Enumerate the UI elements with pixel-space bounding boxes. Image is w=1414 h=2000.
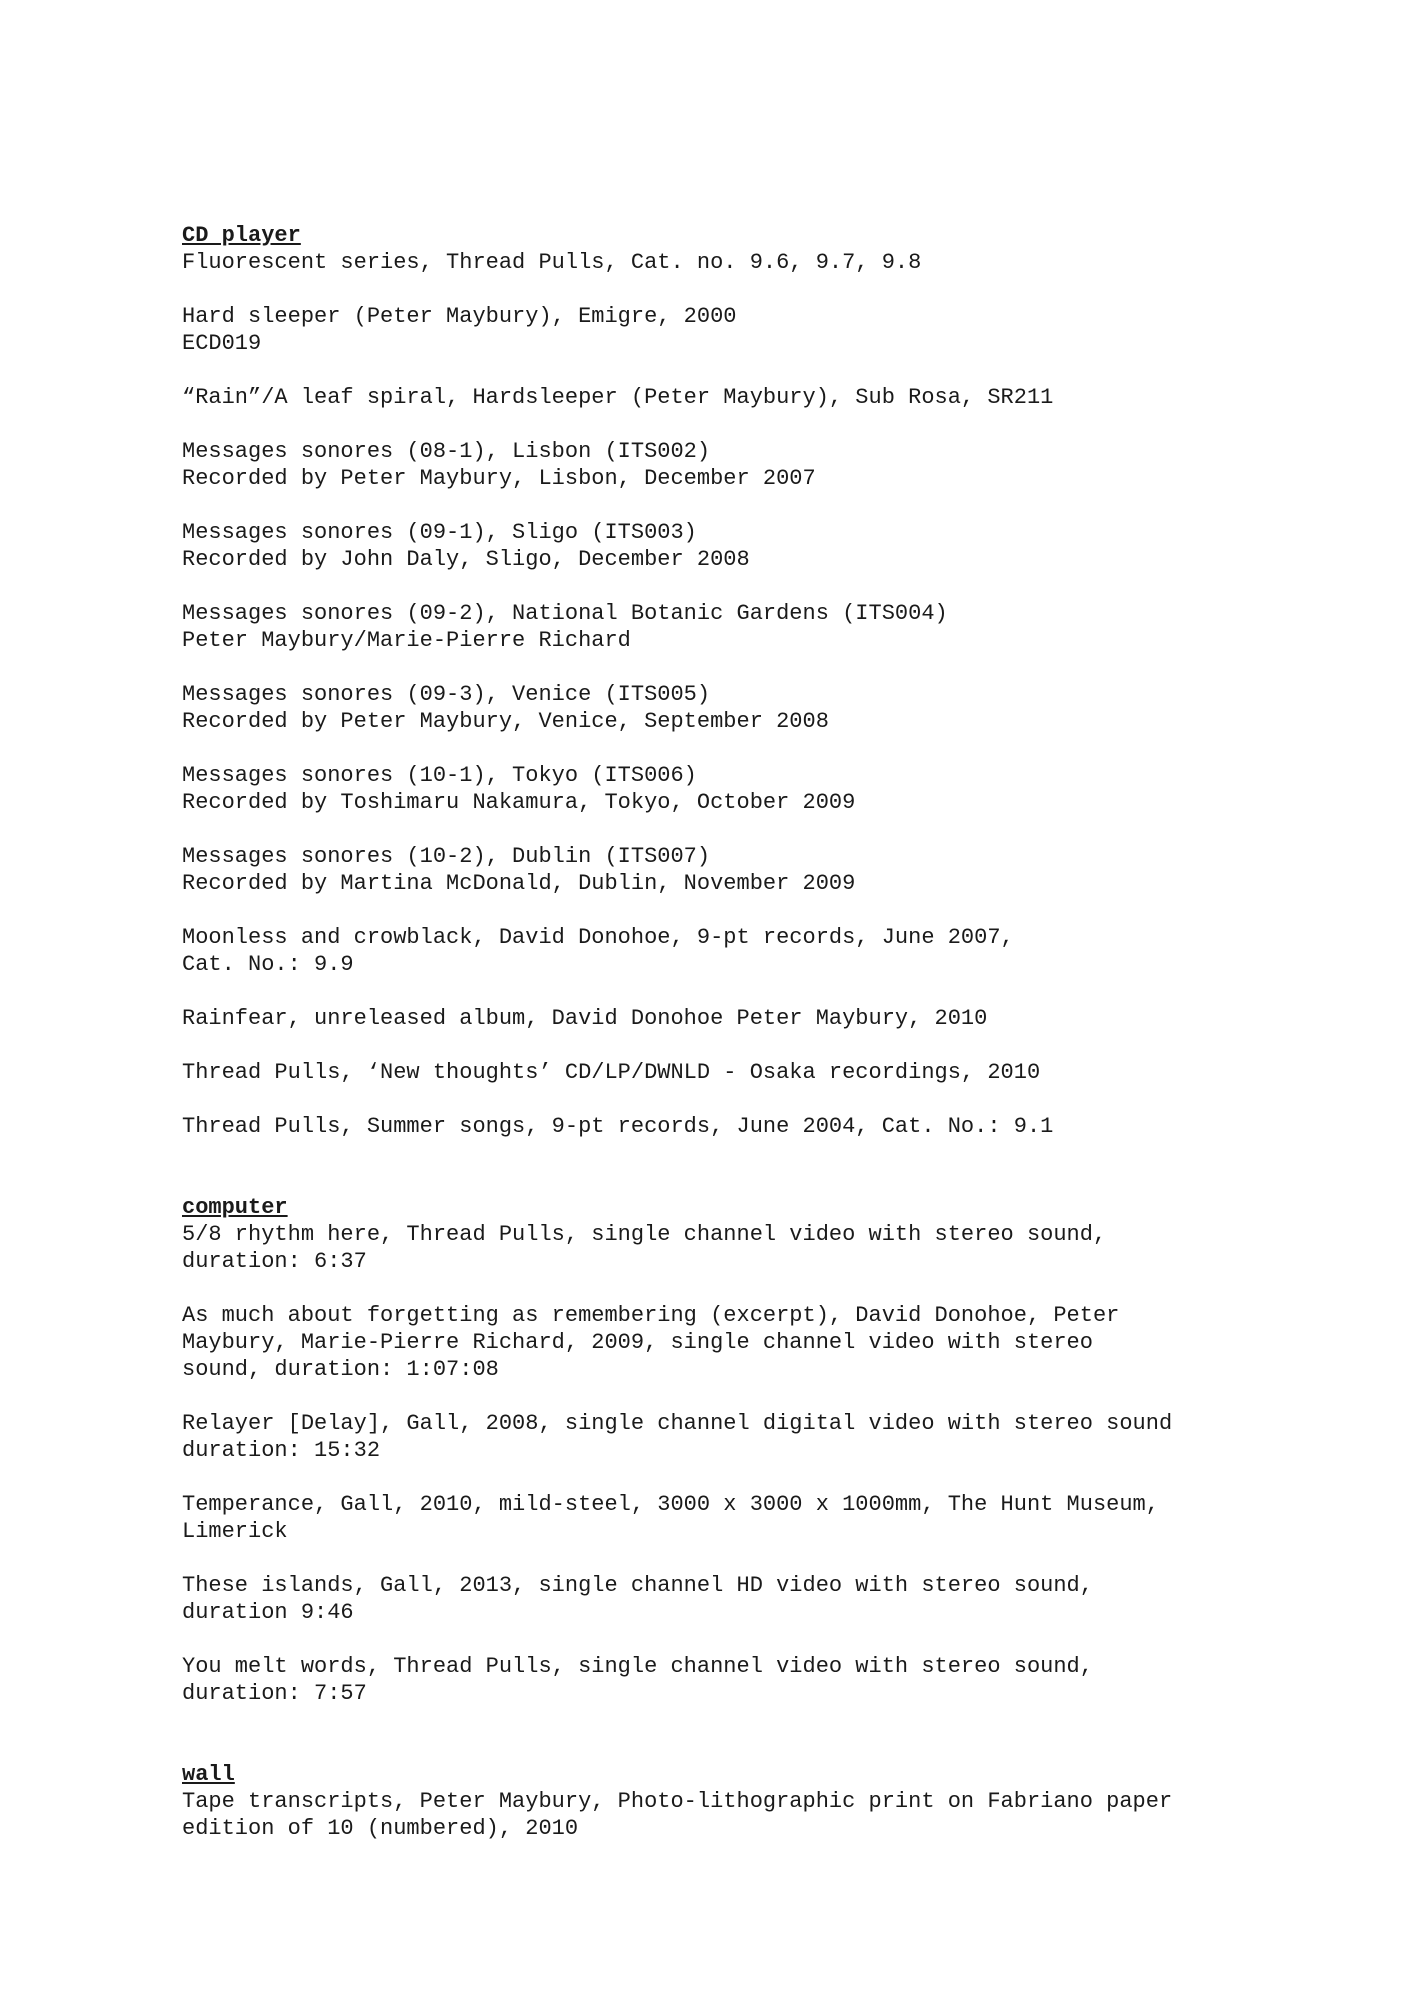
entry-line: Thread Pulls, Summer songs, 9-pt records, June 2004, Cat. No.: 9.1 [182,1114,1054,1139]
catalogue-entry [182,1059,1302,1086]
catalogue-entry [182,249,1302,276]
entry-line: These islands, Gall, 2013, single channel HD video with stereo sound, [182,1573,1093,1598]
entry-line: Messages sonores (09-2), National Botanic Gardens (ITS004) [182,601,948,626]
entry-line: Recorded by Peter Maybury, Venice, September 2008 [182,709,829,734]
catalogue-entry [182,384,1302,411]
catalogue-entry [182,1788,1302,1842]
entry-line: Cat. No.: 9.9 [182,952,354,977]
entry-line: Messages sonores (10-2), Dublin (ITS007) [182,844,711,869]
entry-line: ECD019 [182,331,262,356]
entry-line: duration: 15:32 [182,1438,381,1463]
catalogue-entry [182,1491,1302,1545]
entry-line: duration: 7:57 [182,1681,367,1706]
section-wall [182,1761,1302,1842]
catalogue-entry [182,762,1302,816]
entry-line: Recorded by Toshimaru Nakamura, Tokyo, October 2009 [182,790,856,815]
catalogue-entry [182,681,1302,735]
entry-line: Messages sonores (08-1), Lisbon (ITS002) [182,439,711,464]
entry-line: Recorded by Martina McDonald, Dublin, November 2009 [182,871,856,896]
catalogue-entry [182,1302,1302,1383]
entry-line: Messages sonores (10-1), Tokyo (ITS006) [182,763,697,788]
entry-line: You melt words, Thread Pulls, single channel video with stereo sound, [182,1654,1093,1679]
entry-line: duration 9:46 [182,1600,354,1625]
entry-line: Messages sonores (09-3), Venice (ITS005) [182,682,711,707]
entry-line: Tape transcripts, Peter Maybury, Photo-lithographic print on Fabriano paper [182,1789,1173,1814]
catalogue-entry [182,303,1302,357]
entry-line: edition of 10 (numbered), 2010 [182,1816,579,1841]
entry-line: Recorded by Peter Maybury, Lisbon, December 2007 [182,466,816,491]
catalogue-entry [182,1572,1302,1626]
entry-line: 5/8 rhythm here, Thread Pulls, single channel video with stereo sound, [182,1222,1107,1247]
catalogue-entry [182,1221,1302,1275]
entry-line: Hard sleeper (Peter Maybury), Emigre, 2000 [182,304,737,329]
entry-line: Messages sonores (09-1), Sligo (ITS003) [182,520,697,545]
entry-line: Peter Maybury/Marie-Pierre Richard [182,628,631,653]
catalogue-entry [182,519,1302,573]
entry-line: As much about forgetting as remembering (excerpt), David Donohoe, Peter [182,1303,1120,1328]
entry-line: duration: 6:37 [182,1249,367,1274]
section-heading: wall [182,1762,235,1787]
catalogue-entry [182,600,1302,654]
entry-line: Relayer [Delay], Gall, 2008, single channel digital video with stereo sound [182,1411,1173,1436]
entry-line: Moonless and crowblack, David Donohoe, 9-pt records, June 2007, [182,925,1014,950]
entry-line: Fluorescent series, Thread Pulls, Cat. no. 9.6, 9.7, 9.8 [182,250,922,275]
catalogue-entry [182,1113,1302,1140]
section-cd-player [182,222,1302,1140]
catalogue-entry [182,1410,1302,1464]
entry-line: Limerick [182,1519,288,1544]
document-page [182,222,1302,1842]
entry-line: Thread Pulls, ‘New thoughts’ CD/LP/DWNLD - Osaka recordings, 2010 [182,1060,1041,1085]
entry-line: Recorded by John Daly, Sligo, December 2008 [182,547,750,572]
section-heading: computer [182,1195,288,1220]
section-heading: CD player [182,223,301,248]
entry-line: Rainfear, unreleased album, David Donohoe Peter Maybury, 2010 [182,1006,988,1031]
catalogue-entry [182,1653,1302,1707]
entry-line: sound, duration: 1:07:08 [182,1357,499,1382]
catalogue-entry [182,438,1302,492]
entry-line: Maybury, Marie-Pierre Richard, 2009, single channel video with stereo [182,1330,1093,1355]
entry-line: Temperance, Gall, 2010, mild-steel, 3000 x 3000 x 1000mm, The Hunt Museum, [182,1492,1159,1517]
entry-line: “Rain”/A leaf spiral, Hardsleeper (Peter Maybury), Sub Rosa, SR211 [182,385,1054,410]
catalogue-entry [182,1005,1302,1032]
section-computer [182,1194,1302,1707]
catalogue-entry [182,924,1302,978]
catalogue-entry [182,843,1302,897]
